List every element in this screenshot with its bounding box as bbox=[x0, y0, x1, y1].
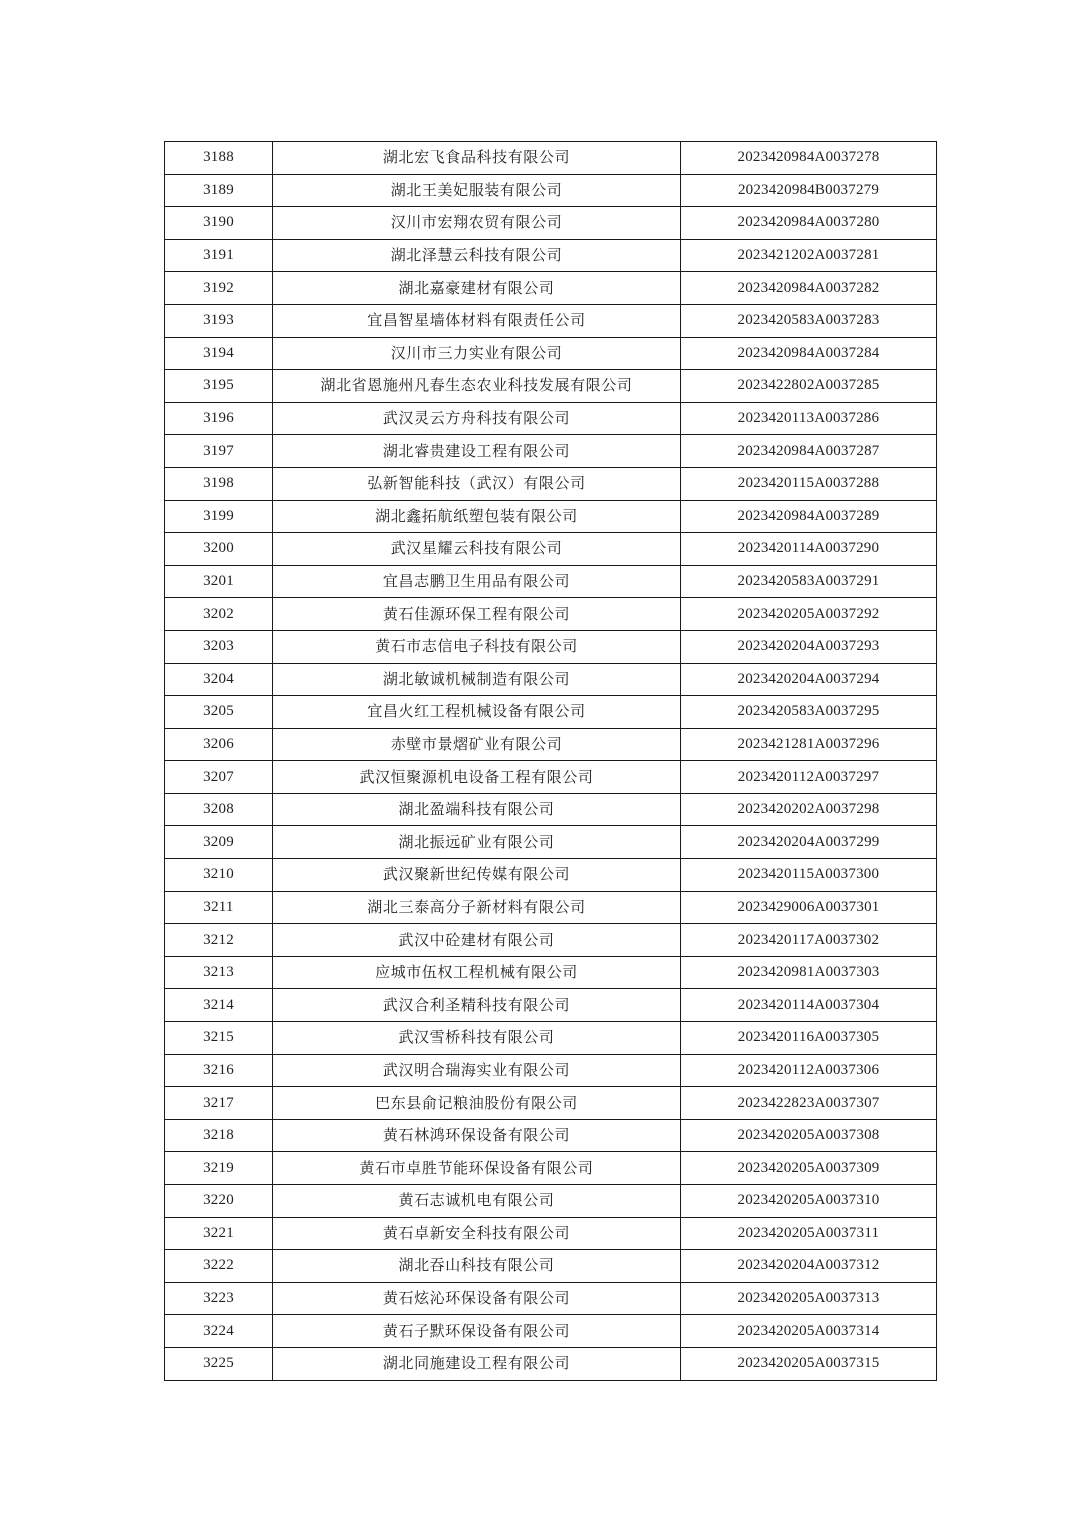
table-row bbox=[165, 989, 937, 1022]
table-row bbox=[165, 696, 937, 729]
table-row bbox=[165, 337, 937, 370]
registration-code-cell: 2023421281A0037296 bbox=[681, 728, 937, 761]
row-number-cell: 3196 bbox=[165, 402, 273, 435]
table-row bbox=[165, 533, 937, 566]
company-name-cell: 武汉合利圣精科技有限公司 bbox=[273, 989, 681, 1022]
table-row bbox=[165, 1152, 937, 1185]
registration-code-cell: 2023420205A0037308 bbox=[681, 1119, 937, 1152]
row-number-cell: 3212 bbox=[165, 924, 273, 957]
table-row bbox=[165, 1185, 937, 1218]
row-number-cell: 3211 bbox=[165, 891, 273, 924]
company-name-cell: 武汉灵云方舟科技有限公司 bbox=[273, 402, 681, 435]
registration-code-cell: 2023420205A0037310 bbox=[681, 1185, 937, 1218]
row-number-cell: 3195 bbox=[165, 370, 273, 403]
row-number-cell: 3198 bbox=[165, 467, 273, 500]
company-name-cell: 黄石子默环保设备有限公司 bbox=[273, 1315, 681, 1348]
registration-code-cell: 2023420205A0037313 bbox=[681, 1282, 937, 1315]
table-row bbox=[165, 142, 937, 175]
row-number-cell: 3213 bbox=[165, 956, 273, 989]
table-row bbox=[165, 1282, 937, 1315]
table-row bbox=[165, 402, 937, 435]
company-name-cell: 湖北敏诚机械制造有限公司 bbox=[273, 663, 681, 696]
table-row bbox=[165, 956, 937, 989]
registration-code-cell: 2023429006A0037301 bbox=[681, 891, 937, 924]
table-row bbox=[165, 598, 937, 631]
company-name-cell: 宜昌火红工程机械设备有限公司 bbox=[273, 696, 681, 729]
table-row bbox=[165, 859, 937, 892]
company-name-cell: 应城市伍权工程机械有限公司 bbox=[273, 956, 681, 989]
row-number-cell: 3220 bbox=[165, 1185, 273, 1218]
table-row bbox=[165, 239, 937, 272]
registration-code-cell: 2023420583A0037295 bbox=[681, 696, 937, 729]
row-number-cell: 3202 bbox=[165, 598, 273, 631]
registration-code-cell: 2023420115A0037300 bbox=[681, 859, 937, 892]
company-name-cell: 湖北省恩施州凡春生态农业科技发展有限公司 bbox=[273, 370, 681, 403]
company-name-cell: 湖北宏飞食品科技有限公司 bbox=[273, 142, 681, 175]
row-number-cell: 3216 bbox=[165, 1054, 273, 1087]
row-number-cell: 3218 bbox=[165, 1119, 273, 1152]
registration-code-cell: 2023420117A0037302 bbox=[681, 924, 937, 957]
company-name-cell: 湖北嘉豪建材有限公司 bbox=[273, 272, 681, 305]
company-list-table bbox=[164, 141, 937, 1381]
company-name-cell: 湖北泽慧云科技有限公司 bbox=[273, 239, 681, 272]
registration-code-cell: 2023420204A0037312 bbox=[681, 1250, 937, 1283]
company-name-cell: 湖北同施建设工程有限公司 bbox=[273, 1347, 681, 1380]
company-name-cell: 湖北王美妃服装有限公司 bbox=[273, 174, 681, 207]
row-number-cell: 3194 bbox=[165, 337, 273, 370]
table-row bbox=[165, 174, 937, 207]
row-number-cell: 3192 bbox=[165, 272, 273, 305]
row-number-cell: 3208 bbox=[165, 793, 273, 826]
registration-code-cell: 2023420112A0037297 bbox=[681, 761, 937, 794]
registration-code-cell: 2023420113A0037286 bbox=[681, 402, 937, 435]
registration-code-cell: 2023420984B0037279 bbox=[681, 174, 937, 207]
table-row bbox=[165, 663, 937, 696]
row-number-cell: 3221 bbox=[165, 1217, 273, 1250]
row-number-cell: 3219 bbox=[165, 1152, 273, 1185]
company-name-cell: 黄石市卓胜节能环保设备有限公司 bbox=[273, 1152, 681, 1185]
company-name-cell: 黄石志诚机电有限公司 bbox=[273, 1185, 681, 1218]
company-name-cell: 湖北三泰高分子新材料有限公司 bbox=[273, 891, 681, 924]
table-row bbox=[165, 272, 937, 305]
row-number-cell: 3201 bbox=[165, 565, 273, 598]
row-number-cell: 3209 bbox=[165, 826, 273, 859]
table-row bbox=[165, 826, 937, 859]
table-row bbox=[165, 304, 937, 337]
table-body bbox=[165, 142, 937, 1381]
registration-code-cell: 2023420114A0037290 bbox=[681, 533, 937, 566]
company-name-cell: 武汉星耀云科技有限公司 bbox=[273, 533, 681, 566]
registration-code-cell: 2023420204A0037299 bbox=[681, 826, 937, 859]
company-name-cell: 弘新智能科技（武汉）有限公司 bbox=[273, 467, 681, 500]
table-row bbox=[165, 761, 937, 794]
company-name-cell: 黄石佳源环保工程有限公司 bbox=[273, 598, 681, 631]
row-number-cell: 3225 bbox=[165, 1347, 273, 1380]
row-number-cell: 3207 bbox=[165, 761, 273, 794]
table-row bbox=[165, 630, 937, 663]
registration-code-cell: 2023420116A0037305 bbox=[681, 1022, 937, 1055]
row-number-cell: 3214 bbox=[165, 989, 273, 1022]
row-number-cell: 3215 bbox=[165, 1022, 273, 1055]
registration-code-cell: 2023420205A0037311 bbox=[681, 1217, 937, 1250]
table-row bbox=[165, 1347, 937, 1380]
registration-code-cell: 2023420115A0037288 bbox=[681, 467, 937, 500]
table-row bbox=[165, 1315, 937, 1348]
company-name-cell: 汉川市宏翔农贸有限公司 bbox=[273, 207, 681, 240]
table-row bbox=[165, 565, 937, 598]
company-name-cell: 赤壁市景熠矿业有限公司 bbox=[273, 728, 681, 761]
row-number-cell: 3190 bbox=[165, 207, 273, 240]
company-name-cell: 黄石炫沁环保设备有限公司 bbox=[273, 1282, 681, 1315]
registration-code-cell: 2023420112A0037306 bbox=[681, 1054, 937, 1087]
registration-code-cell: 2023420205A0037314 bbox=[681, 1315, 937, 1348]
table-row bbox=[165, 1119, 937, 1152]
company-name-cell: 宜昌智星墙体材料有限责任公司 bbox=[273, 304, 681, 337]
table-row bbox=[165, 435, 937, 468]
company-name-cell: 湖北鑫拓航纸塑包装有限公司 bbox=[273, 500, 681, 533]
row-number-cell: 3203 bbox=[165, 630, 273, 663]
row-number-cell: 3188 bbox=[165, 142, 273, 175]
registration-code-cell: 2023420984A0037282 bbox=[681, 272, 937, 305]
table-row bbox=[165, 793, 937, 826]
company-name-cell: 黄石卓新安全科技有限公司 bbox=[273, 1217, 681, 1250]
row-number-cell: 3222 bbox=[165, 1250, 273, 1283]
registration-code-cell: 2023420583A0037283 bbox=[681, 304, 937, 337]
registration-code-cell: 2023420583A0037291 bbox=[681, 565, 937, 598]
registration-code-cell: 2023420205A0037292 bbox=[681, 598, 937, 631]
row-number-cell: 3200 bbox=[165, 533, 273, 566]
company-name-cell: 武汉明合瑞海实业有限公司 bbox=[273, 1054, 681, 1087]
row-number-cell: 3189 bbox=[165, 174, 273, 207]
row-number-cell: 3210 bbox=[165, 859, 273, 892]
company-name-cell: 宜昌志鹏卫生用品有限公司 bbox=[273, 565, 681, 598]
company-name-cell: 湖北睿贵建设工程有限公司 bbox=[273, 435, 681, 468]
row-number-cell: 3224 bbox=[165, 1315, 273, 1348]
company-name-cell: 巴东县俞记粮油股份有限公司 bbox=[273, 1087, 681, 1120]
table-row bbox=[165, 1054, 937, 1087]
row-number-cell: 3199 bbox=[165, 500, 273, 533]
registration-code-cell: 2023420984A0037287 bbox=[681, 435, 937, 468]
company-name-cell: 黄石市志信电子科技有限公司 bbox=[273, 630, 681, 663]
registration-code-cell: 2023420984A0037278 bbox=[681, 142, 937, 175]
row-number-cell: 3204 bbox=[165, 663, 273, 696]
row-number-cell: 3205 bbox=[165, 696, 273, 729]
company-name-cell: 武汉恒聚源机电设备工程有限公司 bbox=[273, 761, 681, 794]
row-number-cell: 3193 bbox=[165, 304, 273, 337]
registration-code-cell: 2023420984A0037280 bbox=[681, 207, 937, 240]
registration-code-cell: 2023420204A0037293 bbox=[681, 630, 937, 663]
company-name-cell: 武汉聚新世纪传媒有限公司 bbox=[273, 859, 681, 892]
company-name-cell: 黄石林鸿环保设备有限公司 bbox=[273, 1119, 681, 1152]
registration-code-cell: 2023420984A0037289 bbox=[681, 500, 937, 533]
row-number-cell: 3217 bbox=[165, 1087, 273, 1120]
table-row bbox=[165, 891, 937, 924]
registration-code-cell: 2023420205A0037315 bbox=[681, 1347, 937, 1380]
table-row bbox=[165, 370, 937, 403]
registration-code-cell: 2023421202A0037281 bbox=[681, 239, 937, 272]
table-row bbox=[165, 1087, 937, 1120]
registration-code-cell: 2023420204A0037294 bbox=[681, 663, 937, 696]
company-name-cell: 汉川市三力实业有限公司 bbox=[273, 337, 681, 370]
table-row bbox=[165, 1022, 937, 1055]
registration-code-cell: 2023420205A0037309 bbox=[681, 1152, 937, 1185]
row-number-cell: 3206 bbox=[165, 728, 273, 761]
table-row bbox=[165, 1217, 937, 1250]
company-name-cell: 湖北盈端科技有限公司 bbox=[273, 793, 681, 826]
registration-code-cell: 2023422802A0037285 bbox=[681, 370, 937, 403]
company-name-cell: 湖北吞山科技有限公司 bbox=[273, 1250, 681, 1283]
table-row bbox=[165, 924, 937, 957]
company-name-cell: 武汉雪桥科技有限公司 bbox=[273, 1022, 681, 1055]
row-number-cell: 3223 bbox=[165, 1282, 273, 1315]
company-name-cell: 武汉中砼建材有限公司 bbox=[273, 924, 681, 957]
table-row bbox=[165, 467, 937, 500]
registration-code-cell: 2023422823A0037307 bbox=[681, 1087, 937, 1120]
registration-code-cell: 2023420202A0037298 bbox=[681, 793, 937, 826]
table-row bbox=[165, 500, 937, 533]
company-name-cell: 湖北振远矿业有限公司 bbox=[273, 826, 681, 859]
row-number-cell: 3191 bbox=[165, 239, 273, 272]
registration-code-cell: 2023420114A0037304 bbox=[681, 989, 937, 1022]
registration-code-cell: 2023420981A0037303 bbox=[681, 956, 937, 989]
table-row bbox=[165, 728, 937, 761]
registration-code-cell: 2023420984A0037284 bbox=[681, 337, 937, 370]
row-number-cell: 3197 bbox=[165, 435, 273, 468]
table-row bbox=[165, 1250, 937, 1283]
table-row bbox=[165, 207, 937, 240]
